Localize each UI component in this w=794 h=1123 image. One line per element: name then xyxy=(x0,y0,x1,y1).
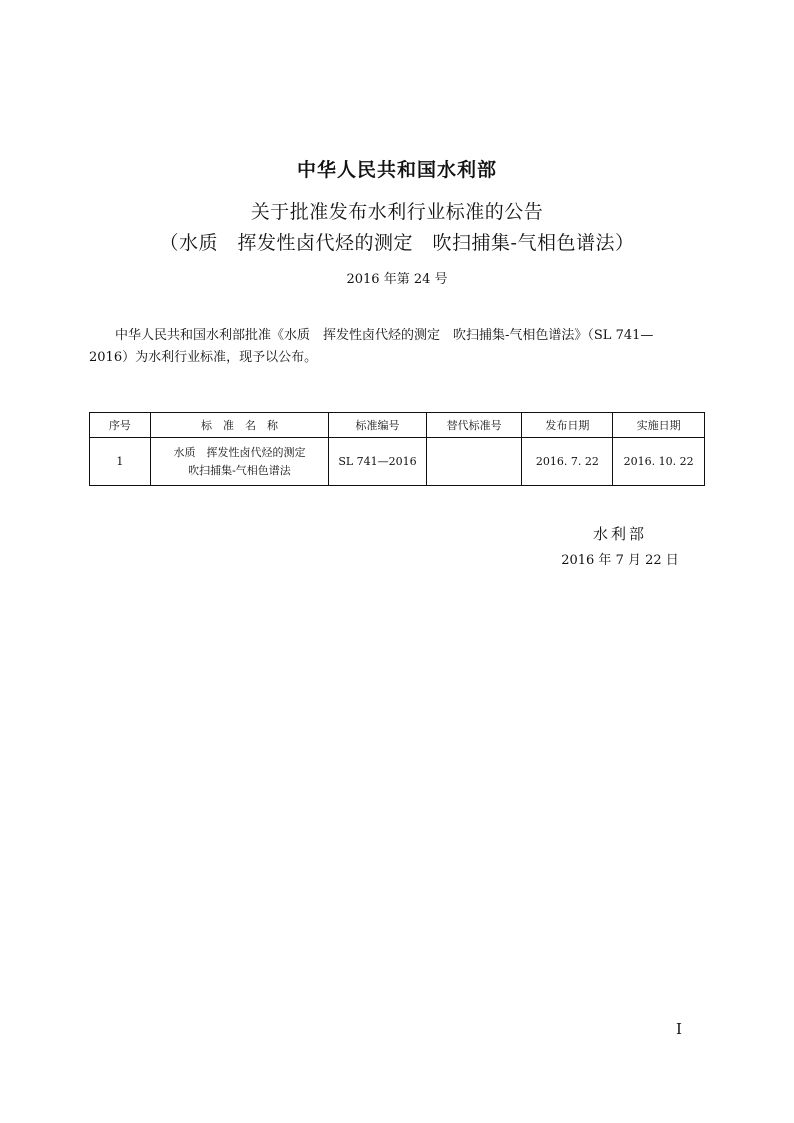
header-code: 标准编号 xyxy=(329,413,427,438)
cell-name-line-1: 水质 挥发性卤代烃的测定 xyxy=(173,445,306,459)
ministry-name: 中华人民共和国水利部 xyxy=(296,159,497,181)
cell-seq: 1 xyxy=(90,438,151,486)
signature-date: 2016 年 7 月 22 日 xyxy=(561,553,679,568)
page-number: I xyxy=(676,1020,682,1038)
cell-code: SL 741—2016 xyxy=(329,438,427,486)
announcement-subtitle: （水质 挥发性卤代烃的测定 吹扫捕集-气相色谱法） xyxy=(159,232,635,254)
table-header-row xyxy=(90,413,705,438)
standards-table xyxy=(89,412,705,486)
header-effective-date: 实施日期 xyxy=(613,413,705,438)
cell-replaces xyxy=(426,438,522,486)
cell-name-line-2: 吹扫捕集-气相色谱法 xyxy=(188,463,291,477)
announcement-title: 关于批准发布水利行业标准的公告 xyxy=(250,201,544,223)
document-number: 2016 年第 24 号 xyxy=(346,272,448,287)
body-paragraph-line-1: 中华人民共和国水利部批准《水质 挥发性卤代烃的测定 吹扫捕集-气相色谱法》（SL 741— xyxy=(115,328,654,343)
header-seq: 序号 xyxy=(90,413,151,438)
header-issue-date: 发布日期 xyxy=(522,413,613,438)
table-row xyxy=(90,438,705,486)
cell-effective-date: 2016. 10. 22 xyxy=(613,438,705,486)
header-name: 标 准 名 称 xyxy=(150,413,328,438)
cell-issue-date: 2016. 7. 22 xyxy=(522,438,613,486)
cell-name xyxy=(150,438,328,486)
signature-name: 水利部 xyxy=(592,525,647,543)
body-paragraph-line-2: 2016）为水利行业标准，现予以公布。 xyxy=(89,350,318,365)
header-replaces: 替代标准号 xyxy=(426,413,522,438)
